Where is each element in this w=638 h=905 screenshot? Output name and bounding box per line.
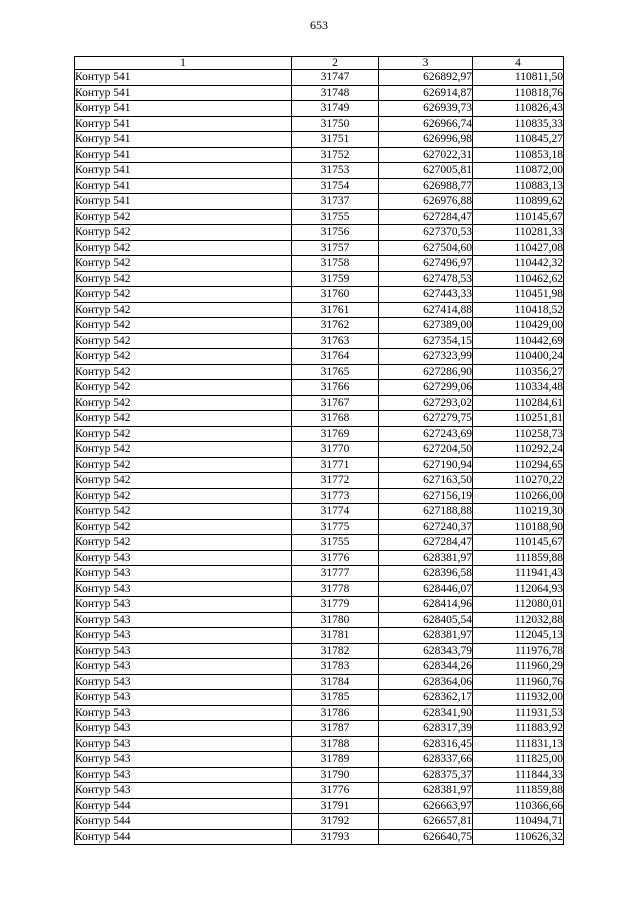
point-number-cell: 31772	[292, 473, 379, 489]
table-row	[75, 380, 564, 396]
y-coordinate-cell: 110899,62	[473, 194, 564, 210]
contour-name-cell: Контур 542	[75, 473, 292, 489]
y-coordinate-cell: 111859,88	[473, 550, 564, 566]
x-coordinate-cell: 627156,19	[379, 488, 473, 504]
y-coordinate-cell: 110427,08	[473, 240, 564, 256]
contour-name-cell: Контур 541	[75, 70, 292, 86]
contour-name-cell: Контур 542	[75, 457, 292, 473]
x-coordinate-cell: 628396,58	[379, 566, 473, 582]
x-coordinate-cell: 627389,00	[379, 318, 473, 334]
point-number-cell: 31763	[292, 333, 379, 349]
contour-name-cell: Контур 544	[75, 829, 292, 845]
point-number-cell: 31786	[292, 705, 379, 721]
y-coordinate-cell: 111932,00	[473, 690, 564, 706]
y-coordinate-cell: 110626,32	[473, 829, 564, 845]
y-coordinate-cell: 111960,76	[473, 674, 564, 690]
point-number-cell: 31776	[292, 783, 379, 799]
x-coordinate-cell: 627240,37	[379, 519, 473, 535]
y-coordinate-cell: 112032,88	[473, 612, 564, 628]
contour-name-cell: Контур 542	[75, 349, 292, 365]
y-coordinate-cell: 110451,98	[473, 287, 564, 303]
y-coordinate-cell: 110334,48	[473, 380, 564, 396]
point-number-cell: 31751	[292, 132, 379, 148]
x-coordinate-cell: 626966,74	[379, 116, 473, 132]
point-number-cell: 31781	[292, 628, 379, 644]
y-coordinate-cell: 110845,27	[473, 132, 564, 148]
x-coordinate-cell: 626663,97	[379, 798, 473, 814]
x-coordinate-cell: 627284,47	[379, 209, 473, 225]
table-row	[75, 101, 564, 117]
table-row	[75, 364, 564, 380]
x-coordinate-cell: 627188,88	[379, 504, 473, 520]
table-row	[75, 349, 564, 365]
contour-name-cell: Контур 542	[75, 380, 292, 396]
point-number-cell: 31785	[292, 690, 379, 706]
x-coordinate-cell: 626939,73	[379, 101, 473, 117]
point-number-cell: 31792	[292, 814, 379, 830]
contour-name-cell: Контур 542	[75, 240, 292, 256]
x-coordinate-cell: 627279,75	[379, 411, 473, 427]
contour-name-cell: Контур 543	[75, 705, 292, 721]
y-coordinate-cell: 110811,50	[473, 70, 564, 86]
point-number-cell: 31754	[292, 178, 379, 194]
y-coordinate-cell: 111859,88	[473, 783, 564, 799]
point-number-cell: 31775	[292, 519, 379, 535]
y-coordinate-cell: 112064,93	[473, 581, 564, 597]
y-coordinate-cell: 111941,43	[473, 566, 564, 582]
point-number-cell: 31768	[292, 411, 379, 427]
contour-name-cell: Контур 541	[75, 116, 292, 132]
x-coordinate-cell: 627443,33	[379, 287, 473, 303]
y-coordinate-cell: 110258,73	[473, 426, 564, 442]
table-row	[75, 256, 564, 272]
table-row	[75, 519, 564, 535]
point-number-cell: 31762	[292, 318, 379, 334]
x-coordinate-cell: 627190,94	[379, 457, 473, 473]
point-number-cell: 31782	[292, 643, 379, 659]
contour-name-cell: Контур 543	[75, 752, 292, 768]
table-row	[75, 473, 564, 489]
x-coordinate-cell: 628316,45	[379, 736, 473, 752]
contour-name-cell: Контур 543	[75, 566, 292, 582]
y-coordinate-cell: 110462,62	[473, 271, 564, 287]
point-number-cell: 31784	[292, 674, 379, 690]
point-number-cell: 31756	[292, 225, 379, 241]
point-number-cell: 31777	[292, 566, 379, 582]
point-number-cell: 31769	[292, 426, 379, 442]
contour-name-cell: Контур 542	[75, 535, 292, 551]
point-number-cell: 31753	[292, 163, 379, 179]
point-number-cell: 31788	[292, 736, 379, 752]
point-number-cell: 31757	[292, 240, 379, 256]
table-row	[75, 566, 564, 582]
table-row	[75, 488, 564, 504]
table-row	[75, 659, 564, 675]
table-body	[75, 70, 564, 845]
contour-name-cell: Контур 541	[75, 147, 292, 163]
table-row	[75, 70, 564, 86]
contour-name-cell: Контур 541	[75, 101, 292, 117]
contour-name-cell: Контур 543	[75, 643, 292, 659]
point-number-cell: 31737	[292, 194, 379, 210]
point-number-cell: 31773	[292, 488, 379, 504]
table-row	[75, 194, 564, 210]
table-row	[75, 318, 564, 334]
table-row	[75, 240, 564, 256]
x-coordinate-cell: 628343,79	[379, 643, 473, 659]
contour-name-cell: Контур 542	[75, 519, 292, 535]
point-number-cell: 31793	[292, 829, 379, 845]
column-header-3: 3	[379, 57, 473, 70]
y-coordinate-cell: 110251,81	[473, 411, 564, 427]
table-row	[75, 85, 564, 101]
contour-name-cell: Контур 542	[75, 504, 292, 520]
contour-name-cell: Контур 542	[75, 302, 292, 318]
table-row	[75, 674, 564, 690]
table-row	[75, 333, 564, 349]
point-number-cell: 31789	[292, 752, 379, 768]
point-number-cell: 31770	[292, 442, 379, 458]
table-row	[75, 690, 564, 706]
y-coordinate-cell: 112080,01	[473, 597, 564, 613]
contour-name-cell: Контур 542	[75, 411, 292, 427]
contour-name-cell: Контур 542	[75, 256, 292, 272]
contour-name-cell: Контур 543	[75, 783, 292, 799]
table-row	[75, 814, 564, 830]
y-coordinate-cell: 111931,53	[473, 705, 564, 721]
x-coordinate-cell: 626996,98	[379, 132, 473, 148]
table-row	[75, 457, 564, 473]
point-number-cell: 31755	[292, 535, 379, 551]
y-coordinate-cell: 110145,67	[473, 535, 564, 551]
y-coordinate-cell: 110442,32	[473, 256, 564, 272]
contour-name-cell: Контур 542	[75, 225, 292, 241]
contour-name-cell: Контур 542	[75, 364, 292, 380]
y-coordinate-cell: 110872,00	[473, 163, 564, 179]
y-coordinate-cell: 110266,00	[473, 488, 564, 504]
contour-name-cell: Контур 542	[75, 271, 292, 287]
x-coordinate-cell: 628364,06	[379, 674, 473, 690]
table-row	[75, 271, 564, 287]
y-coordinate-cell: 110400,24	[473, 349, 564, 365]
x-coordinate-cell: 627370,53	[379, 225, 473, 241]
x-coordinate-cell: 628341,90	[379, 705, 473, 721]
y-coordinate-cell: 111976,78	[473, 643, 564, 659]
table-row	[75, 597, 564, 613]
x-coordinate-cell: 628446,07	[379, 581, 473, 597]
contour-name-cell: Контур 542	[75, 209, 292, 225]
point-number-cell: 31783	[292, 659, 379, 675]
point-number-cell: 31780	[292, 612, 379, 628]
point-number-cell: 31752	[292, 147, 379, 163]
y-coordinate-cell: 112045,13	[473, 628, 564, 644]
y-coordinate-cell: 110853,18	[473, 147, 564, 163]
table-row	[75, 225, 564, 241]
table-row	[75, 209, 564, 225]
column-header-1: 1	[75, 57, 292, 70]
x-coordinate-cell: 626892,97	[379, 70, 473, 86]
contour-name-cell: Контур 541	[75, 194, 292, 210]
y-coordinate-cell: 110418,52	[473, 302, 564, 318]
contour-name-cell: Контур 543	[75, 674, 292, 690]
table-row	[75, 147, 564, 163]
x-coordinate-cell: 628344,26	[379, 659, 473, 675]
point-number-cell: 31747	[292, 70, 379, 86]
table-row	[75, 767, 564, 783]
y-coordinate-cell: 110292,24	[473, 442, 564, 458]
contour-name-cell: Контур 543	[75, 612, 292, 628]
point-number-cell: 31767	[292, 395, 379, 411]
coordinates-table	[74, 56, 564, 845]
table-row	[75, 612, 564, 628]
point-number-cell: 31748	[292, 85, 379, 101]
table-row	[75, 783, 564, 799]
table-row	[75, 705, 564, 721]
x-coordinate-cell: 628381,97	[379, 628, 473, 644]
y-coordinate-cell: 110356,27	[473, 364, 564, 380]
x-coordinate-cell: 627504,60	[379, 240, 473, 256]
x-coordinate-cell: 627286,90	[379, 364, 473, 380]
contour-name-cell: Контур 541	[75, 163, 292, 179]
table-row	[75, 411, 564, 427]
contour-name-cell: Контур 541	[75, 178, 292, 194]
x-coordinate-cell: 628405,54	[379, 612, 473, 628]
x-coordinate-cell: 626976,88	[379, 194, 473, 210]
x-coordinate-cell: 627323,99	[379, 349, 473, 365]
point-number-cell: 31749	[292, 101, 379, 117]
y-coordinate-cell: 110442,69	[473, 333, 564, 349]
y-coordinate-cell: 110883,13	[473, 178, 564, 194]
table-row	[75, 829, 564, 845]
contour-name-cell: Контур 543	[75, 550, 292, 566]
y-coordinate-cell: 110284,61	[473, 395, 564, 411]
table-row	[75, 504, 564, 520]
point-number-cell: 31776	[292, 550, 379, 566]
y-coordinate-cell: 110188,90	[473, 519, 564, 535]
x-coordinate-cell: 627299,06	[379, 380, 473, 396]
contour-name-cell: Контур 542	[75, 395, 292, 411]
contour-name-cell: Контур 541	[75, 132, 292, 148]
contour-name-cell: Контур 543	[75, 659, 292, 675]
x-coordinate-cell: 626988,77	[379, 178, 473, 194]
point-number-cell: 31766	[292, 380, 379, 396]
x-coordinate-cell: 628381,97	[379, 783, 473, 799]
point-number-cell: 31761	[292, 302, 379, 318]
x-coordinate-cell: 628337,66	[379, 752, 473, 768]
contour-name-cell: Контур 543	[75, 736, 292, 752]
contour-name-cell: Контур 542	[75, 426, 292, 442]
x-coordinate-cell: 627005,81	[379, 163, 473, 179]
x-coordinate-cell: 628375,37	[379, 767, 473, 783]
table-row	[75, 581, 564, 597]
contour-name-cell: Контур 543	[75, 690, 292, 706]
table-row	[75, 535, 564, 551]
contour-name-cell: Контур 543	[75, 597, 292, 613]
point-number-cell: 31771	[292, 457, 379, 473]
y-coordinate-cell: 111831,13	[473, 736, 564, 752]
y-coordinate-cell: 110366,66	[473, 798, 564, 814]
table-row	[75, 287, 564, 303]
x-coordinate-cell: 627284,47	[379, 535, 473, 551]
contour-name-cell: Контур 544	[75, 798, 292, 814]
x-coordinate-cell: 628317,39	[379, 721, 473, 737]
y-coordinate-cell: 110826,43	[473, 101, 564, 117]
x-coordinate-cell: 627496,97	[379, 256, 473, 272]
x-coordinate-cell: 627293,02	[379, 395, 473, 411]
x-coordinate-cell: 626640,75	[379, 829, 473, 845]
table-row	[75, 550, 564, 566]
contour-name-cell: Контур 543	[75, 581, 292, 597]
column-header-2: 2	[292, 57, 379, 70]
point-number-cell: 31758	[292, 256, 379, 272]
table-row	[75, 628, 564, 644]
table-row	[75, 442, 564, 458]
point-number-cell: 31774	[292, 504, 379, 520]
contour-name-cell: Контур 542	[75, 488, 292, 504]
contour-name-cell: Контур 542	[75, 318, 292, 334]
contour-name-cell: Контур 543	[75, 721, 292, 737]
y-coordinate-cell: 110219,30	[473, 504, 564, 520]
x-coordinate-cell: 627022,31	[379, 147, 473, 163]
point-number-cell: 31779	[292, 597, 379, 613]
y-coordinate-cell: 110818,76	[473, 85, 564, 101]
table-row	[75, 736, 564, 752]
x-coordinate-cell: 627204,50	[379, 442, 473, 458]
table-row	[75, 643, 564, 659]
table-row	[75, 302, 564, 318]
point-number-cell: 31778	[292, 581, 379, 597]
y-coordinate-cell: 111883,92	[473, 721, 564, 737]
point-number-cell: 31750	[292, 116, 379, 132]
x-coordinate-cell: 627478,53	[379, 271, 473, 287]
contour-name-cell: Контур 543	[75, 767, 292, 783]
page-number: 653	[310, 18, 328, 32]
x-coordinate-cell: 628362,17	[379, 690, 473, 706]
point-number-cell: 31790	[292, 767, 379, 783]
point-number-cell: 31791	[292, 798, 379, 814]
y-coordinate-cell: 110270,22	[473, 473, 564, 489]
x-coordinate-cell: 626914,87	[379, 85, 473, 101]
table-row	[75, 395, 564, 411]
contour-name-cell: Контур 542	[75, 442, 292, 458]
table-row	[75, 163, 564, 179]
x-coordinate-cell: 627354,15	[379, 333, 473, 349]
contour-name-cell: Контур 543	[75, 628, 292, 644]
point-number-cell: 31787	[292, 721, 379, 737]
y-coordinate-cell: 111960,29	[473, 659, 564, 675]
contour-name-cell: Контур 542	[75, 333, 292, 349]
y-coordinate-cell: 110294,65	[473, 457, 564, 473]
y-coordinate-cell: 110835,33	[473, 116, 564, 132]
y-coordinate-cell: 110494,71	[473, 814, 564, 830]
x-coordinate-cell: 627414,88	[379, 302, 473, 318]
table-row	[75, 426, 564, 442]
table-header-row	[75, 57, 564, 70]
x-coordinate-cell: 626657,81	[379, 814, 473, 830]
x-coordinate-cell: 627163,50	[379, 473, 473, 489]
x-coordinate-cell: 628414,96	[379, 597, 473, 613]
y-coordinate-cell: 110429,00	[473, 318, 564, 334]
point-number-cell: 31764	[292, 349, 379, 365]
point-number-cell: 31760	[292, 287, 379, 303]
point-number-cell: 31759	[292, 271, 379, 287]
x-coordinate-cell: 627243,69	[379, 426, 473, 442]
y-coordinate-cell: 110145,67	[473, 209, 564, 225]
y-coordinate-cell: 111825,00	[473, 752, 564, 768]
table-row	[75, 798, 564, 814]
contour-name-cell: Контур 542	[75, 287, 292, 303]
point-number-cell: 31755	[292, 209, 379, 225]
x-coordinate-cell: 628381,97	[379, 550, 473, 566]
table-row	[75, 721, 564, 737]
y-coordinate-cell: 111844,33	[473, 767, 564, 783]
table-row	[75, 132, 564, 148]
table-row	[75, 752, 564, 768]
point-number-cell: 31765	[292, 364, 379, 380]
y-coordinate-cell: 110281,33	[473, 225, 564, 241]
table-row	[75, 116, 564, 132]
table-row	[75, 178, 564, 194]
column-header-4: 4	[473, 57, 564, 70]
contour-name-cell: Контур 541	[75, 85, 292, 101]
contour-name-cell: Контур 544	[75, 814, 292, 830]
